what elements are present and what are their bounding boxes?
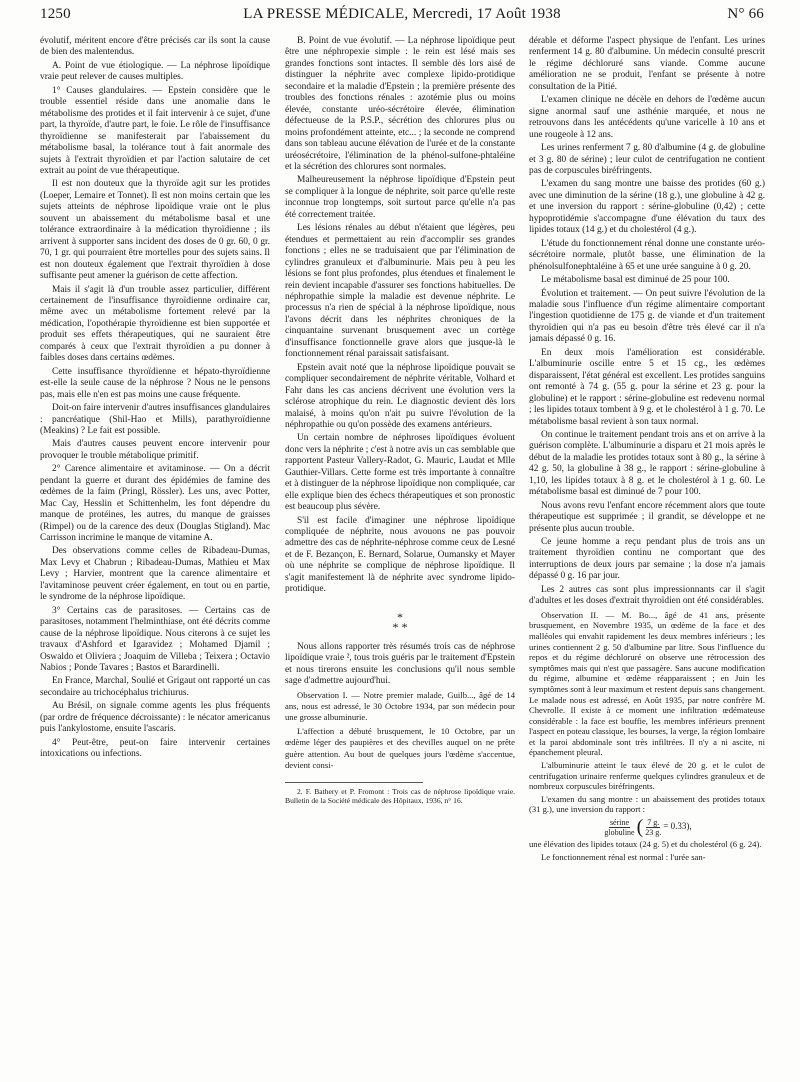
paragraph: évolutif, méritent encore d'être précisés car ils sont la cause de bien des malentendus. <box>40 36 270 58</box>
paragraph: 1° Causes glandulaires. — Epstein considère que le trouble essentiel réside dans une anomalie dans le métabolisme des protides et il fait intervenir à ce sujet, d'une part, la thyroïde, d'autre part, le foie. Le rôle de l'insuffisance thyroïdienne se manifesterait par l'abaissement du métabolisme basal, la tolérance tout à fait anormale des sujets à l'extrait thyroïdien et par l'action salutaire de cet extrait au point de vue thérapeutique. <box>40 85 270 176</box>
paragraph: L'examen du sang montre : un abaissement des protides totaux (31 g.), une inversion du rapport : <box>529 793 765 815</box>
paragraph: Les urines renferment 7 g. 80 d'albumine (4 g. de globuline et 3 g. 80 de sérine) ; leur culot de centrifugation ne contient pas de corpuscules biréfringents. <box>529 143 765 176</box>
paragraph: Il est non douteux que la thyroïde agit sur les protides (Loeper, Lemaire et Tonnet). Il est non moins certain que les sujets atteints de néphrose lipoïdique vraie ont le plus souvent un abaissement du métabolisme basal et une tolérance extraordinaire à la médication thyroïdienne ; ils arrivent à supporter sans incident des doses de 0 gr. 60, 0 gr. 70, 1 gr. qui pourraient être mortelles pour des sujets sains. Il est non douteux également que l'extrait thyroïdien à dose suffisante peut amener la guérison de cette affection. <box>40 179 270 282</box>
paragraph: Un certain nombre de néphroses lipoïdiques évoluent donc vers la néphrite ; c'est à notre avis un cas semblable que rapportent Pasteur Vallery-Radot, G. Mauric, Laudat et Mlle Gauthier-Villars. Cette forme est très importante à connaître et à distinguer de la néphrose lipoïdique non compliquée, car elle explique bien des échecs thérapeutiques et son pronostic est beaucoup plus sévère. <box>285 433 515 513</box>
paragraph: 2° Carence alimentaire et avitaminose. — On a décrit pendant la guerre et durant des épidémies de famine des œdèmes de la faim (Pringl, Rössler). Les uns, avec Potter, Mac Cay, Hesslin et Schittenhelm, les font dépendre du manque de protéines, les autres, du manque de graisses (Rimpel) ou de la carence des deux (Douglas Stigland). Mac Carrisson incrimine le manque de vitamine A. <box>40 464 270 544</box>
paragraph: B. Point de vue évolutif. — La néphrose lipoïdique peut être une néphropexie simple : le rein est lésé mais ses grandes fonctions sont intactes. Il semble dès lors aisé de distinguer la néphrite avec complexe lipido-protidique secondaire et la maladie d'Epstein ; la première présente des troubles des fonctions rénales : azotémie plus ou moins élevée, constante uréo-sécrétoire élevée, élimination défectueuse de la P.S.P., sécrétion des chlorures plus ou moins profondément atteinte, etc... ; la seconde ne comprend dans son tableau aucune élévation de l'urée et de la constante uréosécrétoire, l'élimination de la phénol-sulfone-phtaléine et la sécrétion des chlorures sont normales. <box>285 36 515 172</box>
issue-number: N° 66 <box>727 6 764 22</box>
journal-title: LA PRESSE MÉDICALE, Mercredi, 17 Août 1938 <box>243 6 561 22</box>
paragraph: S'il est facile d'imaginer une néphrose lipoïdique compliquée de néphrite, nous avouons ne pas pouvoir admettre des cas de néphrite-néphrose comme ceux de Lesné et de F. Bezançon, E. Bernard, Solarue, Oumansky et Mayer où une néphrite se complique de néphrose lipoïdique. Il s'agit manifestement là de néphrite avec syndrome lipido-protidique. <box>285 515 515 595</box>
footnote-divider <box>285 782 423 783</box>
formula-lhs <box>604 818 634 837</box>
paragraph: L'étude du fonctionnement rénal donne une constante uréo-sécrétoire normale, plutôt basse, une élimination de la phénolsulfonephtaléine à 65 et une urée sanguine à 0 g. 20. <box>529 238 765 272</box>
formula-rhs-denominator: 23 g. <box>645 827 662 837</box>
paragraph: Les 2 autres cas sont plus impressionnants car il s'agit d'adultes et les doses d'extrait thyroïdien ont été considérables. <box>529 584 765 607</box>
paragraph: Des observations comme celles de Ribadeau-Dumas, Max Levy et Chabrun ; Ribadeau-Dumas, Mathieu et Max Levy ; Harvier, montrent que la carence alimentaire et l'avitaminose peuvent créer également, en tout ou en partie, le syndrome de la néphrose lipoïdique. <box>40 546 270 603</box>
paragraph: En France, Marchal, Soulié et Grigaut ont rapporté un cas secondaire au trichocéphalus trichiurus. <box>40 676 270 698</box>
paragraph: dérable et déforme l'aspect physique de l'enfant. Les urines renferment 14 g. 80 d'albumine. Un médecin consulté prescrit le régime déchloruré sans viande. Comme aucune amélioration ne se produit, l'enfant se présente à notre consultation de la Pitié. <box>529 36 765 92</box>
paragraph: L'albuminurie atteint le taux élevé de 20 g. et le culot de centrifugation urinaire renferme quelques cylindres granuleux et de nombreux corpuscules biréfringents. <box>529 760 765 792</box>
paragraph: L'examen du sang montre une baisse des protides (60 g.) avec une diminution de la sérine (18 g.), une globuline à 42 g. et une inversion du rapport : sérine-globuline (0,42) ; cette hypoprotidémie s'accompagne d'une élévation du taux des lipides totaux (14 g.) et du cholestérol (4 g.). <box>529 179 765 236</box>
paragraph: Nous avons revu l'enfant encore récemment alors que toute thérapeutique est supprimée ; il grandit, se développe et ne présente plus aucun trouble. <box>529 500 765 534</box>
paragraph: Mais il s'agit là d'un trouble assez particulier, différent certainement de l'insuffisance thyroïdienne ordinaire car, même avec un métabolisme fortement relevé par la médication, l'opothérapie thyroïdienne est bien supportée et produit ses effets thérapeutiques, qui ne sauraient être comparés à ceux que l'extrait thyroïdien a pu donner à faibles doses dans certains œdèmes. <box>40 284 270 364</box>
paragraph: Cette insuffisance thyroïdienne et hépato-thyroïdienne est-elle la seule cause de la néphrose ? Nous ne le pensons pas, mais elle n'en est pas moins une cause fréquente. <box>40 366 270 400</box>
column-2 <box>285 36 515 1076</box>
paragraph: Doit-on faire intervenir d'autres insuffisances glandulaires : pancréatique (Shil-Hao et Mills), parathyroïdienne (Meakins) ? Le fait est possible. <box>40 403 270 436</box>
paragraph: une élévation des lipides totaux (24 g. 5) et du cholestérol (6 g. 24). <box>529 839 762 850</box>
formula-rhs <box>645 818 661 837</box>
paragraph: 3° Certains cas de parasitoses. — Certains cas de parasitoses, notamment l'helminthiase, ont été décrits comme cause de la néphrose lipoïdique. Nous citerons à ce sujet les travaux d'Ashford et Igaravidez ; Mohamed Djamil ; Oswaldo et Oliviera ; Joaquim de Villeba ; Teixera ; Octavio Nabios ; Ponde Tavares ; Bastos et Barardinelli. <box>40 605 270 674</box>
paragraph: En deux mois l'amélioration est considérable. L'albuminurie oscille entre 5 et 15 cg., les œdèmes disparaissent, l'état général est excellent. Les protides sanguins ont remonté à 74 g. (55 g. pour la sérine et 23 g. pour la globuline) et le rapport : sérine-globuline est redevenu normal ; les lipides totaux tombent à 9 g. et le cholestérol à 1 g. 70. Le métabolisme basal revient à son taux normal. <box>529 347 765 427</box>
formula-lhs-denominator: globuline <box>604 827 635 837</box>
paragraph: Le métabolisme basal est diminué de 25 pour 100. <box>541 275 730 286</box>
footnote: 2. F. Bathery et P. Fromont : Trois cas de néphrose lipoïdique vraie. Bulletin de la Société médicale des Hôpitaux, 1936, n° 16. <box>285 786 515 806</box>
paragraph: Au Brésil, on signale comme agents les plus fréquents (par ordre de fréquence décroissante) : le nécator americanus puis l'ankylostome, ensuite l'ascaris. <box>40 701 270 735</box>
page-number: 1250 <box>40 6 71 22</box>
paragraph: Évolution et traitement. — On peut suivre l'évolution de la maladie sous l'influence d'un régime alimentaire comportant l'ingestion quotidienne de 175 g. de viande et d'un traitement thyroïdien qui n'a pas eu besoin d'être très élevé car il n'a jamais dépassé 0 g. 16. <box>529 288 765 345</box>
formula-result: = 0.33), <box>663 821 692 832</box>
paragraph: L'examen clinique ne décèle en dehors de l'œdème aucun signe anormal sauf une asthénie marquée, et nous ne retrouvons dans les antécédents qu'une varicelle à 10 ans et une rougeole à 12 ans. <box>529 95 765 140</box>
open-paren: ( <box>636 816 644 839</box>
paragraph: Observation II. — M. Bo..., âgé de 41 ans, présente brusquement, en Novembre 1935, un œdème de la face et des malléoles qui envahit rapidement les deux membres inférieurs ; les urines contiennent 2 g. 50 d'albumine par litre. Sous l'influence du repos et du régime déchloruré on observe une rétrocession des symptômes mais qui n'est que passagère. Sans aucune modification du régime, albumine et œdème réapparaissent ; en Juin les symptômes sont à leur maximum et restent depuis sans changement. Le malade nous est adressé, en Août 1935, par notre confrère M. Chevrolle. Il existe à ce moment une infiltration œdémateuse considérable : la face est bouffie, les membres inférieurs prennent l'aspect en poteau classique, les bourses, la verge, la région lombaire et la paroi abdominale sont très infiltrées. Il n'y a ni ascite, ni épanchement pleural. <box>529 609 765 758</box>
paragraph: Nous allons rapporter très résumés trois cas de néphrose lipoïdique vraie ², tous trois guéris par le traitement d'Epstein et nous tirerons ensuite les conclusions qu'il nous semble sage d'admettre aujourd'hui. <box>285 641 515 687</box>
column-1 <box>40 36 270 1076</box>
page-header <box>40 6 764 30</box>
section-separator-asterisks <box>285 609 515 634</box>
paragraph: Epstein avait noté que la néphrose lipoïdique pouvait se compliquer secondairement de néphrite véritable, Volhard et Fahr dans les cas anciens décrivent une évolution vers la sclérose atrophique du rein. Le diagnostic devient dès lors malaisé, à moins qu'on n'ait pu suivre l'évolution de la néphropathie ou qu'on possède des examens antérieurs. <box>285 362 515 430</box>
paragraph: On continue le traitement pendant trois ans et on arrive à la guérison complète. L'albuminurie a disparu et 21 mois après le début de la maladie les protides totaux sont à 80 g., la sérine à 42 g. 50, la globuline à 38 g., le rapport : sérine-globuline à 1,10, les lipides totaux à 8 g. et le cholestérol à 1 g. 60. Le métabolisme basal est diminué de 7 pour 100. <box>529 429 765 498</box>
paragraph: Observation I. — Notre premier malade, Guilb..., âgé de 14 ans, nous est adressé, le 30 Octobre 1934, par son médecin pour une grosse albuminurie. <box>285 689 515 723</box>
paragraph: Les lésions rénales au début n'étaient que légères, peu étendues et permettaient au rein d'accomplir ses grandes fonctions ; elles ne se traduisaient que par l'élimination de cylindres granuleux et d'albuminurie. Mais peu à peu les lésions se font plus profondes, plus étendues et finalement le rein devient incapable d'assurer ses fonctions habituelles. De néphropathie simple la maladie est devenue néphrite. Le processus n'a rien de spécial à la néphrose lipoïdique, nous l'avons décrit dans les néphrites chroniques de la cinquantaine survenant brusquement avec un cortège d'insuffisance fonctionnelle grave alors que jusque-là le fonctionnement rénal paraissait satisfaisant. <box>285 223 515 360</box>
formula-rhs-numerator: 7 g. <box>647 817 660 827</box>
column-3 <box>529 36 765 1076</box>
formula-lhs-numerator: sérine <box>609 817 630 827</box>
paragraph: Malheureusement la néphrose lipoïdique d'Epstein peut se compliquer à la longue de néphrite, soit parce qu'elle reste inconnue trop longtemps, soit surtout parce qu'elle n'a pas été correctement traitée. <box>285 175 515 220</box>
paragraph: Mais d'autres causes peuvent encore intervenir pour provoquer le trouble métabolique primitif. <box>40 439 270 461</box>
paragraph: L'affection a débuté brusquement, le 10 Octobre, par un œdème léger des paupières et des chevilles auquel on ne prête guère attention. Au bout de quelques jours l'œdème s'accentue, devient consi- <box>285 725 515 771</box>
paragraph: Ce jeune homme a reçu pendant plus de trois ans un traitement thyroïdien continu ne comportant que des interruptions de deux jours par semaine ; la dose n'a jamais dépassé 0 g. 16 par jour. <box>529 537 765 582</box>
paragraph: 4° Peut-être, peut-on faire intervenir certaines intoxications ou infections. <box>40 737 270 760</box>
paragraph: A. Point de vue étiologique. — La néphrose lipoïdique vraie peut relever de causes multiples. <box>40 60 270 83</box>
ratio-formula <box>529 817 765 837</box>
paragraph: Le fonctionnement rénal est normal : l'urée san- <box>541 851 706 862</box>
separator-text: * * * <box>392 609 408 634</box>
